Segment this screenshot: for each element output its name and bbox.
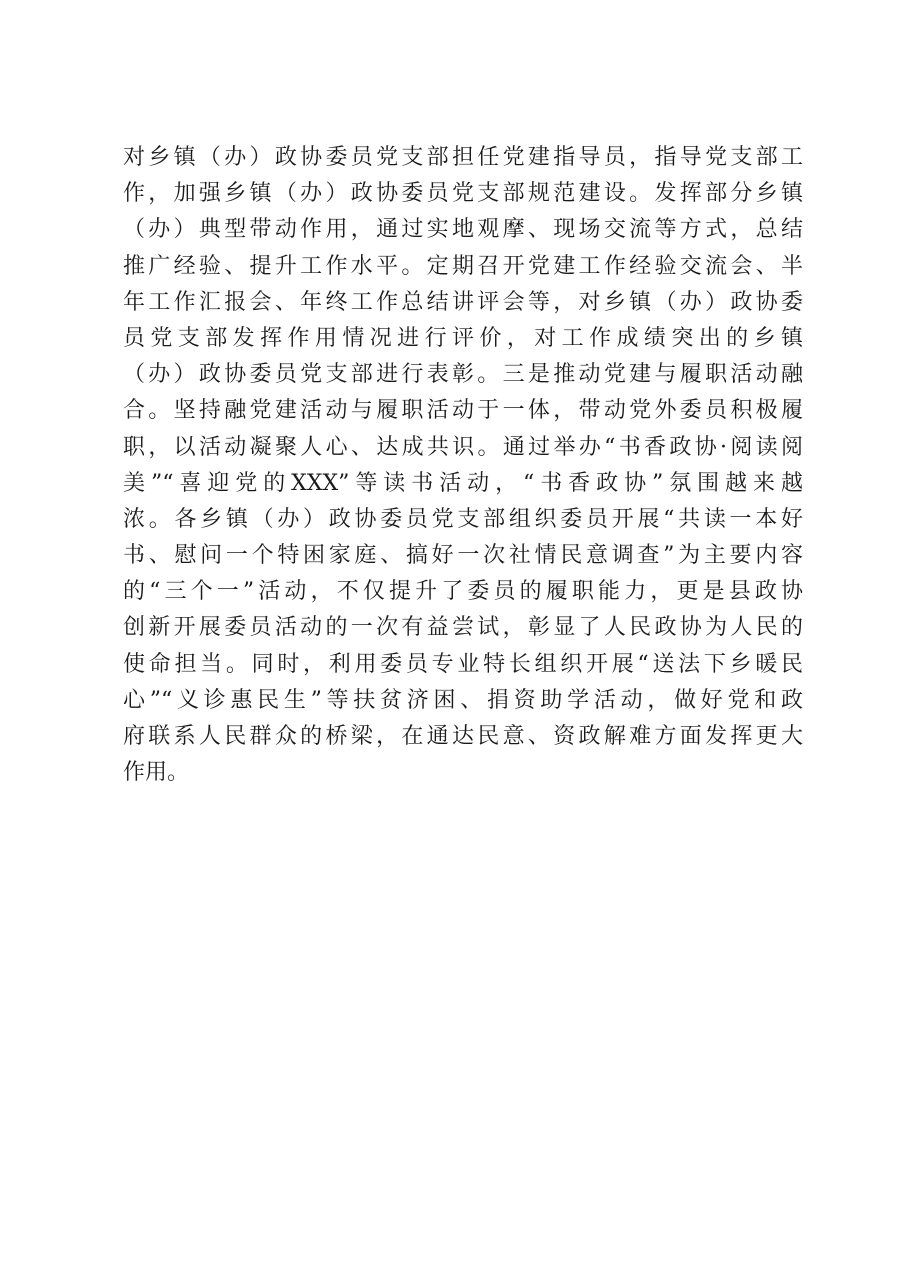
text-line: 的“三个一”活动，不仅提升了委员的履职能力，更是县政协: [123, 579, 803, 605]
text-line: 合。坚持融党建活动与履职活动于一体，带动党外委员积极履: [123, 398, 803, 424]
text-line: 作用。: [123, 760, 190, 786]
body-paragraph: [123, 140, 803, 791]
text-line: 推广经验、提升工作水平。定期召开党建工作经验交流会、半: [123, 253, 803, 279]
text-line: 创新开展委员活动的一次有益尝试，彰显了人民政协为人民的: [123, 615, 803, 641]
text-line: 年工作汇报会、年终工作总结讲评会等，对乡镇（办）政协委: [123, 289, 803, 315]
text-line: 员党支部发挥作用情况进行评价，对工作成绩突出的乡镇: [123, 325, 803, 351]
text-line: （办）典型带动作用，通过实地观摩、现场交流等方式，总结: [123, 217, 803, 243]
text-line: 美”“喜迎党的XXX”等读书活动，“书香政协”氛围越来越: [123, 470, 803, 496]
text-line: 对乡镇（办）政协委员党支部担任党建指导员，指导党支部工: [123, 145, 803, 170]
text-line: 浓。各乡镇（办）政协委员党支部组织委员开展“共读一本好: [123, 506, 803, 532]
text-line: （办）政协委员党支部进行表彰。三是推动党建与履职活动融: [123, 362, 803, 388]
text-line: 使命担当。同时，利用委员专业特长组织开展“送法下乡暖民: [123, 651, 803, 677]
text-line: 书、慰问一个特困家庭、搞好一次社情民意调查”为主要内容: [123, 543, 803, 569]
text-line: 职，以活动凝聚人心、达成共识。通过举办“书香政协·阅读阅: [123, 434, 803, 460]
text-line: 府联系人民群众的桥梁，在通达民意、资政解难方面发挥更大: [123, 724, 803, 749]
text-line: 心”“义诊惠民生”等扶贫济困、捐资助学活动，做好党和政: [123, 687, 803, 713]
text-line: 作，加强乡镇（办）政协委员党支部规范建设。发挥部分乡镇: [123, 181, 803, 207]
